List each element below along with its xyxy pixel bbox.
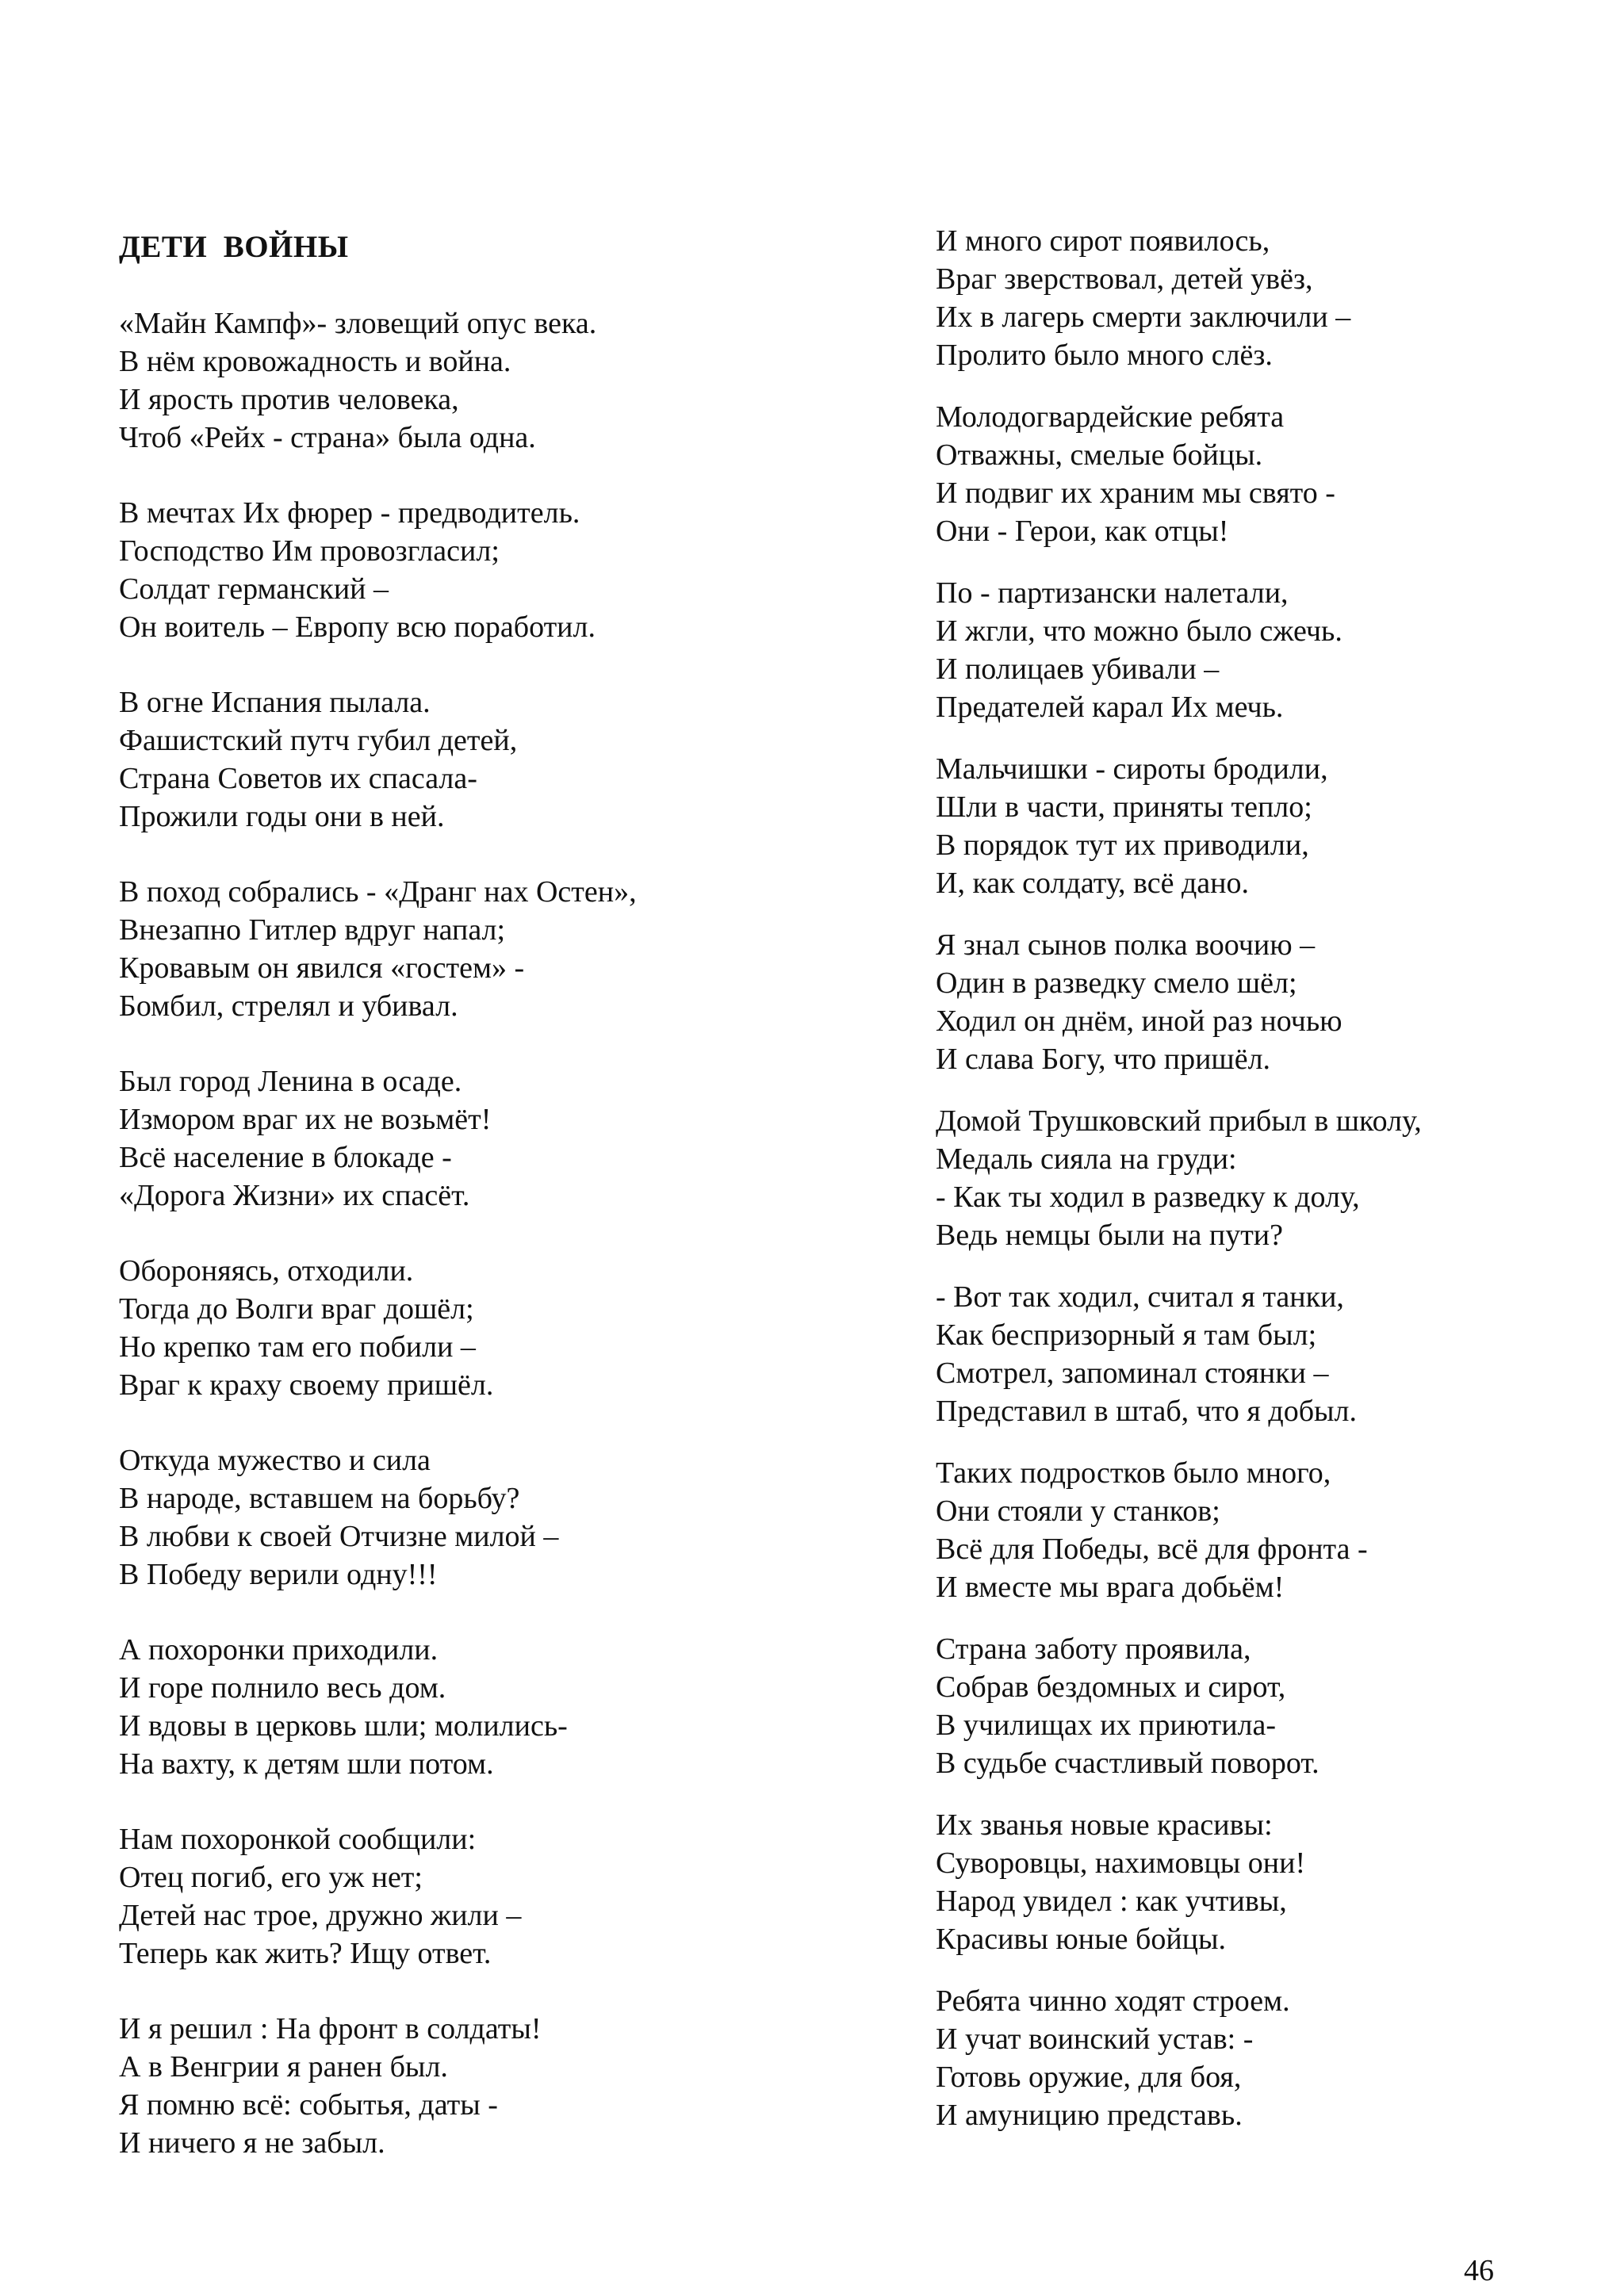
poem-line: И вдовы в церковь шли; молились-	[119, 1709, 568, 1743]
poem-line: Бомбил, стрелял и убивал.	[119, 989, 458, 1023]
poem-line: «Дорога Жизни» их спасёт.	[119, 1179, 470, 1212]
poem-line: Кровавым он явился «гостем» -	[119, 951, 525, 985]
poem-line: И, как солдату, всё дано.	[936, 867, 1249, 900]
poem-line: Ребята чинно ходят строем.	[936, 1984, 1290, 2018]
poem-line: В судьбе счастливый поворот.	[936, 1747, 1320, 1780]
stanza	[119, 683, 848, 836]
poem-line: Тогда до Волги враг дошёл;	[119, 1292, 474, 1326]
poem-line: В Победу верили одну!!!	[119, 1558, 438, 1591]
stanza	[119, 1062, 848, 1215]
poem-line: Господство Им провозгласил;	[119, 534, 500, 568]
left-stanzas	[119, 304, 848, 2162]
poem-line: Готовь оружие, для боя,	[936, 2061, 1242, 2094]
poem-line: «Майн Кампф»- зловещий опус века.	[119, 307, 597, 340]
poem-line: И амуницию представь.	[936, 2099, 1243, 2132]
poem-line: Они - Герои, как отцы!	[936, 515, 1229, 548]
poem-title: ДЕТИ ВОЙНЫ	[119, 230, 349, 264]
poem-line: И ярость против человека,	[119, 383, 459, 416]
poem-line: Представил в штаб, что я добыл.	[936, 1395, 1358, 1428]
poem-line: Они стояли у станков;	[936, 1494, 1220, 1528]
poem-line: Их званья новые красивы:	[936, 1808, 1273, 1842]
poem-line: По - партизански налетали,	[936, 576, 1289, 610]
poem-line: И много сирот появилось,	[936, 224, 1270, 258]
stanza	[119, 2010, 848, 2162]
poem-line: Откуда мужество и сила	[119, 1444, 431, 1477]
stanza	[936, 398, 1618, 550]
poem-line: Обороняясь, отходили.	[119, 1254, 414, 1288]
poem-line: И горе полнило весь дом.	[119, 1671, 446, 1705]
poem-line: А похоронки приходили.	[119, 1633, 439, 1667]
poem-line: Домой Трушковский прибыл в школу,	[936, 1104, 1422, 1138]
poem-line: Народ увидел : как учтивы,	[936, 1885, 1287, 1918]
poem-line: Солдат германский –	[119, 572, 389, 606]
poem-line: Фашистский путч губил детей,	[119, 724, 518, 757]
poem-line: Один в разведку смело шёл;	[936, 966, 1297, 1000]
poem-line: - Как ты ходил в разведку к долу,	[936, 1181, 1360, 1214]
stanza	[936, 926, 1618, 1078]
poem-line: В поход собрались - «Дранг нах Остен»,	[119, 875, 637, 909]
stanza	[936, 1454, 1618, 1606]
poem-line: Нам похоронкой сообщили:	[119, 1823, 477, 1856]
stanza	[936, 1630, 1618, 1782]
stanza	[119, 494, 848, 646]
stanza	[119, 304, 848, 457]
poem-line: Страна заботу проявила,	[936, 1632, 1251, 1666]
poem-line: В нём кровожадность и война.	[119, 345, 511, 378]
poem-line: И вместе мы врага добьём!	[936, 1571, 1285, 1604]
poem-line: Враг к краху своему пришёл.	[119, 1368, 494, 1402]
poem-line: Шли в части, приняты тепло;	[936, 790, 1312, 824]
poem-line: Медаль сияла на груди:	[936, 1142, 1237, 1176]
stanza	[119, 1252, 848, 1404]
poem-line: На вахту, к детям шли потом.	[119, 1747, 494, 1781]
poem-line: И слава Богу, что пришёл.	[936, 1043, 1271, 1076]
poem-line: Красивы юные бойцы.	[936, 1923, 1227, 1956]
poem-line: Пролито было много слёз.	[936, 339, 1273, 372]
poem-line: И ничего я не забыл.	[119, 2126, 385, 2160]
poem-line: Теперь как жить? Ищу ответ.	[119, 1937, 492, 1970]
poem-line: Молодогвардейские ребята	[936, 400, 1285, 434]
poem-line: И я решил : На фронт в солдаты!	[119, 2012, 542, 2045]
stanza	[936, 1102, 1618, 1254]
poem-line: Как беспризорный я там был;	[936, 1318, 1317, 1352]
stanza	[936, 1982, 1618, 2134]
poem-line: Был город Ленина в осаде.	[119, 1065, 462, 1098]
poem-line: Ведь немцы были на пути?	[936, 1219, 1284, 1252]
stanza	[936, 222, 1618, 374]
poem-line: В мечтах Их фюрер - предводитель.	[119, 496, 580, 530]
poem-line: Он воитель – Европу всю поработил.	[119, 610, 596, 644]
poem-line: Я помню всё: событья, даты -	[119, 2088, 498, 2122]
page-number: 46	[1464, 2254, 1494, 2287]
poem-line: Всё население в блокаде -	[119, 1141, 452, 1174]
poem-line: А в Венгрии я ранен был.	[119, 2050, 448, 2084]
stanza	[119, 1820, 848, 1973]
poem-line: В любви к своей Отчизне милой –	[119, 1520, 559, 1553]
stanza	[936, 750, 1618, 902]
stanza	[936, 1806, 1618, 1958]
left-column	[119, 222, 848, 2199]
stanza	[119, 1631, 848, 1783]
poem-line: В народе, вставшем на борьбу?	[119, 1482, 520, 1515]
poem-line: Детей нас трое, дружно жили –	[119, 1899, 522, 1932]
poem-line: И учат воинский устав: -	[936, 2022, 1254, 2056]
stanza	[119, 873, 848, 1025]
poem-line: Смотрел, запоминал стоянки –	[936, 1357, 1329, 1390]
poem-line: В огне Испания пылала.	[119, 686, 431, 719]
poem-line: Чтоб «Рейх - страна» была одна.	[119, 421, 536, 454]
stanza	[936, 1278, 1618, 1430]
poem-line: Всё для Победы, всё для фронта -	[936, 1533, 1368, 1566]
poem-line: Мальчишки - сироты бродили,	[936, 752, 1328, 786]
poem-line: В порядок тут их приводили,	[936, 828, 1309, 862]
poem-line: Предателей карал Их мечь.	[936, 691, 1284, 724]
right-column	[936, 222, 1618, 2158]
poem-line: Отважны, смелые бойцы.	[936, 438, 1263, 472]
poem-line: Внезапно Гитлер вдруг напал;	[119, 913, 506, 947]
poem-line: Я знал сынов полка воочию –	[936, 928, 1316, 962]
poem-line: Измором враг их не возьмёт!	[119, 1103, 492, 1136]
poem-line: Ходил он днём, иной раз ночью	[936, 1004, 1342, 1038]
poem-line: Враг зверствовал, детей увёз,	[936, 262, 1313, 296]
poem-line: Страна Советов их спасала-	[119, 762, 477, 795]
stanza	[936, 574, 1618, 726]
stanza	[119, 1441, 848, 1594]
poem-line: Отец погиб, его уж нет;	[119, 1861, 423, 1894]
poem-line: И полицаев убивали –	[936, 652, 1220, 686]
poem-line: - Вот так ходил, считал я танки,	[936, 1280, 1344, 1314]
poem-line: Но крепко там его побили –	[119, 1330, 476, 1364]
poem-line: И жгли, что можно было сжечь.	[936, 614, 1342, 648]
poem-line: Таких подростков было много,	[936, 1456, 1331, 1490]
right-stanzas	[936, 222, 1618, 2134]
poem-line: И подвиг их храним мы свято -	[936, 476, 1335, 510]
poem-line: Прожили годы они в ней.	[119, 800, 445, 833]
poem-line: Собрав бездомных и сирот,	[936, 1670, 1286, 1704]
poem-line: Их в лагерь смерти заключили –	[936, 300, 1351, 334]
poem-line: Суворовцы, нахимовцы они!	[936, 1846, 1306, 1880]
poem-line: В училищах их приютила-	[936, 1709, 1277, 1742]
